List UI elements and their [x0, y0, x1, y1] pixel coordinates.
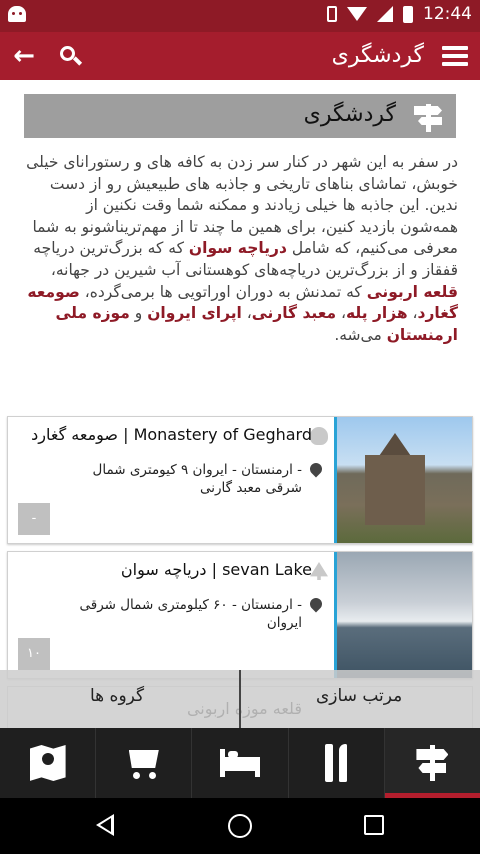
signpost-icon: [412, 743, 452, 783]
place-image[interactable]: [334, 417, 472, 543]
place-title: صومعه گغارد | Monastery of Geghard: [31, 425, 312, 444]
tab-restaurants[interactable]: [289, 728, 385, 798]
tab-hotels[interactable]: [192, 728, 288, 798]
nav-home-icon[interactable]: [228, 814, 252, 838]
fork-knife-icon: [321, 744, 351, 782]
search-icon[interactable]: [56, 42, 84, 70]
link-geghard[interactable]: صومعه گغارد: [27, 282, 458, 323]
divider: [239, 670, 241, 728]
bed-icon: [220, 749, 260, 777]
signpost-icon: [410, 100, 446, 132]
battery-icon: [403, 6, 413, 23]
place-card-geghard[interactable]: [7, 416, 473, 544]
app-title: گردشگری: [331, 43, 424, 68]
tab-shopping[interactable]: [96, 728, 192, 798]
place-count-badge[interactable]: -: [18, 503, 50, 535]
tab-tourism[interactable]: [385, 728, 480, 798]
content-area[interactable]: [0, 80, 480, 728]
sort-button[interactable]: مرتب سازی: [316, 686, 403, 706]
place-image[interactable]: [334, 552, 472, 678]
link-cascade[interactable]: هزار پله: [346, 304, 408, 323]
vibrate-icon: [327, 6, 337, 22]
sort-group-bar: [0, 670, 480, 728]
link-garni[interactable]: معبد گارنی: [251, 304, 337, 323]
app-bar: [0, 32, 480, 80]
place-card-sevan[interactable]: [7, 551, 473, 679]
status-time: 12:44: [423, 4, 472, 24]
monument-icon: [310, 427, 328, 445]
location-pin-icon: [308, 596, 325, 613]
cart-icon: [125, 746, 163, 780]
groups-button[interactable]: گروه ها: [90, 686, 145, 706]
intro-paragraph: در سفر به این شهر در کنار سر زدن به کافه های و رستورانای خیلی خوبش، تماشای بناهای تاریخی و جاذبه های طبیعیش رو از دست ندین. این جاذبه ها خیلی زیادند و ممکنه شما وقت نکنین از همه‌شون بازدید کنین، برای همین ما چند تا از مهم‌تریناشونو به شما معرفی می‌کنیم، که شامل دریاچه سوان که که بزرگ‌ترین دریاچه قفقاز و از بزرگ‌ترین دریاچه‌های کوهستانی آب شیرین در جهانه، قلعه اربونی که تمدنش به دوران اوراتویی ها برمی‌گرده، صومعه گغارد، هزار پله، معبد گارنی، اپرای ایروان و موزه ملی ارمنستان می‌شه.: [26, 153, 458, 344]
signal-icon: [377, 6, 393, 22]
hamburger-menu-icon[interactable]: [442, 46, 468, 66]
android-icon: [8, 6, 26, 22]
wifi-icon: [347, 7, 367, 21]
nav-back-icon[interactable]: [96, 814, 114, 836]
section-header: [24, 94, 456, 138]
status-bar: [0, 0, 480, 32]
tree-icon: [310, 562, 328, 580]
bottom-tab-bar: [0, 728, 480, 798]
link-opera[interactable]: اپرای ایروان: [147, 304, 242, 323]
place-address: - ارمنستان - ۶۰ کیلومتری شمال شرقی ایروان: [79, 597, 302, 631]
section-title: گردشگری: [303, 102, 396, 127]
link-erebuni[interactable]: قلعه اربونی: [366, 282, 458, 301]
place-count-badge[interactable]: ۱۰: [18, 638, 50, 670]
nav-recents-icon[interactable]: [364, 815, 384, 835]
place-title: دریاچه سوان | sevan Lake: [120, 560, 312, 579]
link-museum[interactable]: موزه ملی ارمنستان: [55, 304, 458, 344]
location-pin-icon: [308, 461, 325, 478]
map-icon: [30, 745, 66, 781]
tab-map[interactable]: [0, 728, 96, 798]
link-sevan-lake[interactable]: دریاچه سوان: [188, 239, 287, 258]
back-arrow-icon[interactable]: ←: [13, 41, 35, 71]
system-nav-bar: [0, 798, 480, 854]
place-address: - ارمنستان - ایروان ۹ کیومتری شمال شرقی معبد گارنی: [92, 462, 302, 496]
